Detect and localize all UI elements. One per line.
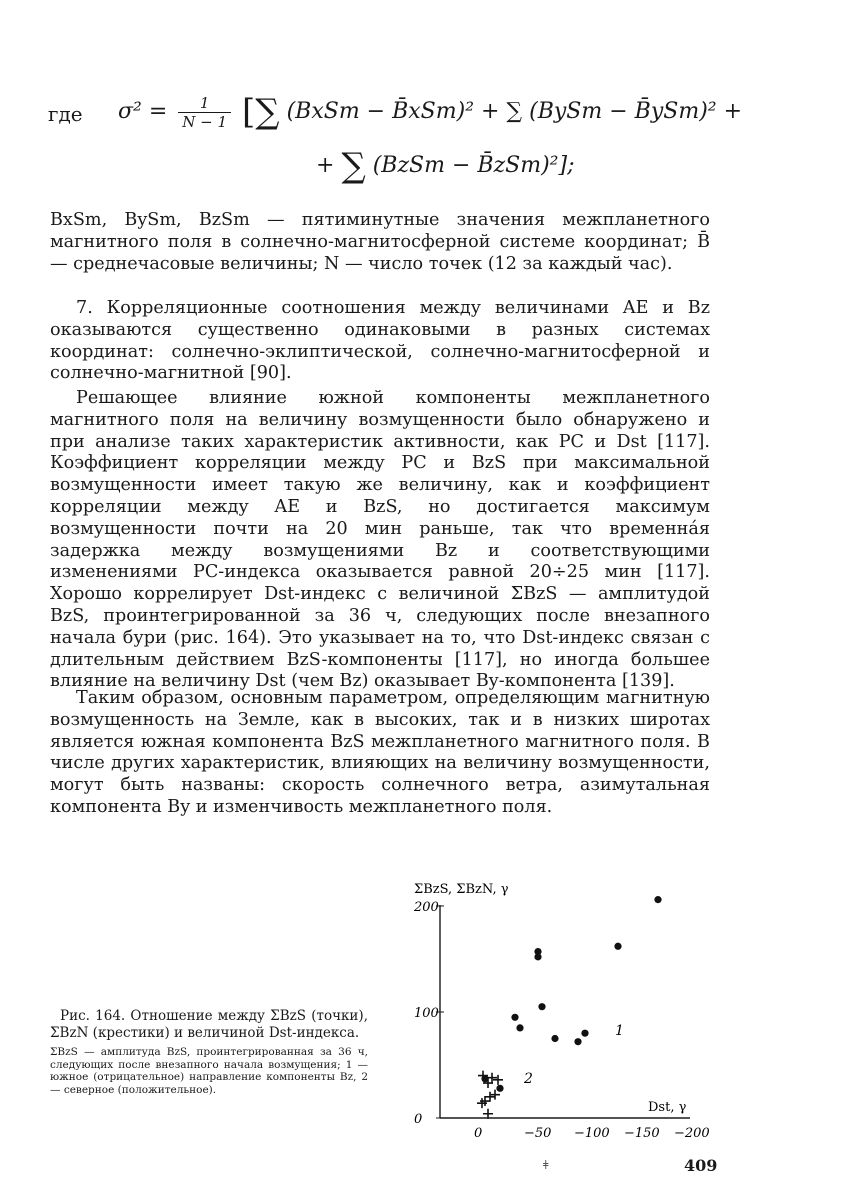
data-point-dot	[534, 948, 541, 955]
chart-axes	[440, 905, 690, 1118]
formula-sum-sign: ∑	[341, 146, 366, 186]
data-point-dot	[574, 1038, 581, 1045]
data-point-cross	[483, 1109, 493, 1119]
formula-sigma-lhs: σ² =	[118, 99, 168, 124]
definitions-paragraph: BxSm, BySm, BzSm — пятиминутные значения межпланетного магнитного поля в солнечно-магнитосферной системе координат; B̄ — среднечасовые величины; N — число точек (12 за каждый час).	[50, 210, 710, 274]
formula-fraction	[178, 94, 231, 131]
data-point-dot	[581, 1030, 588, 1037]
data-point-dot	[551, 1035, 558, 1042]
x-axis-label: Dst, γ	[648, 1100, 687, 1115]
main-paragraph: Решающее влияние южной компоненты межпланетного магнитного поля на величину возмущенности было обнаружено и при анализе таких характеристик активности, как PC и Dst [117]. Коэффициент корреляции между PC и BzS при максимальной возмущенности имеет такую же величину, как и коэффициент корреляции между AE и BzS, но достигается максимум возмущенности почти на 20 мин раньше, так что временна́я задержка между возмущениями Bz и соответствующими изменениями PC-индекса оказывается равной 20÷25 мин [117]. Хорошо коррелирует Dst-индекс с величиной ΣBzS — амплитудой BzS, проинтегрированной за 36 ч, следующих после внезапного начала бури (рис. 164). Это указывает на то, что Dst-индекс связан с длительным действием BzS-компоненты [117], но иногда большее влияние на величину Dst (чем Bz) оказывает By-компонента [139].	[50, 388, 710, 692]
page-number: 409	[684, 1156, 718, 1175]
series-2-annotation: 2	[524, 1071, 533, 1087]
figure-caption	[50, 1008, 368, 1096]
figure-caption-note: ΣBzS — амплитуда BzS, проинтегрированная за 36 ч, следующих после внезапного начала возмущения; 1 — южное (отрицательное) направление компоненты Bz, 2 — северное (положительное).	[50, 1046, 368, 1096]
y-axis-label: ΣBzS, ΣBzN, γ	[414, 882, 509, 897]
formula-line-1	[118, 92, 742, 132]
data-point-dot	[614, 943, 621, 950]
formula-line-1-text: (BxSm − B̄xSm)² + ∑ (BySm − B̄ySm)² +	[286, 99, 743, 124]
data-marks	[477, 896, 662, 1119]
data-point-dot	[511, 1014, 518, 1021]
stray-mark: ǂ	[543, 1158, 549, 1172]
scatter-chart	[400, 875, 720, 1145]
formula-fraction-numerator: 1	[178, 94, 231, 113]
formula-where-word: где	[48, 102, 83, 126]
data-point-dot	[538, 1003, 545, 1010]
x-tick-label: −100	[574, 1126, 610, 1141]
series-1-annotation: 1	[615, 1023, 624, 1039]
formula-bracket-sum: [∑	[242, 92, 280, 132]
figure-caption-title: Рис. 164. Отношение между ΣBzS (точки), ΣBzN (крестики) и величиной Dst-индекса.	[50, 1008, 368, 1041]
y-tick-label: 0	[414, 1112, 423, 1127]
x-tick-label: 0	[474, 1126, 483, 1141]
formula-line-2-text: (BzSm − B̄zSm)²];	[372, 153, 575, 178]
data-point-cross	[493, 1075, 503, 1085]
x-tick-label: −150	[624, 1126, 660, 1141]
y-tick-label: 100	[414, 1006, 439, 1021]
data-point-dot	[516, 1024, 523, 1031]
formula-fraction-denominator: N − 1	[182, 112, 228, 131]
sigma-formula	[48, 92, 788, 202]
data-point-dot	[496, 1085, 503, 1092]
formula-line-2: + ∑ (BzSm − B̄zSm)²];	[316, 146, 575, 186]
x-tick-label: −50	[524, 1126, 552, 1141]
y-tick-label: 200	[414, 900, 439, 915]
item-7-paragraph: 7. Корреляционные соотношения между величинами AE и Bz оказываются существенно одинаковыми в разных системах координат: солнечно-эклиптической, солнечно-магнитосферной и солнечно-магнитной [90].	[50, 298, 710, 384]
data-point-dot	[654, 896, 661, 903]
conclusion-paragraph: Таким образом, основным параметром, определяющим магнитную возмущенность на Земле, как в высоких, так и в низких широтах является южная компонента BzS межпланетного магнитного поля. В числе других характеристик, влияющих на величину возмущенности, могут быть названы: скорость солнечного ветра, азимутальная компонента By и изменчивость межпланетного поля.	[50, 688, 710, 817]
x-tick-label: −200	[674, 1126, 710, 1141]
